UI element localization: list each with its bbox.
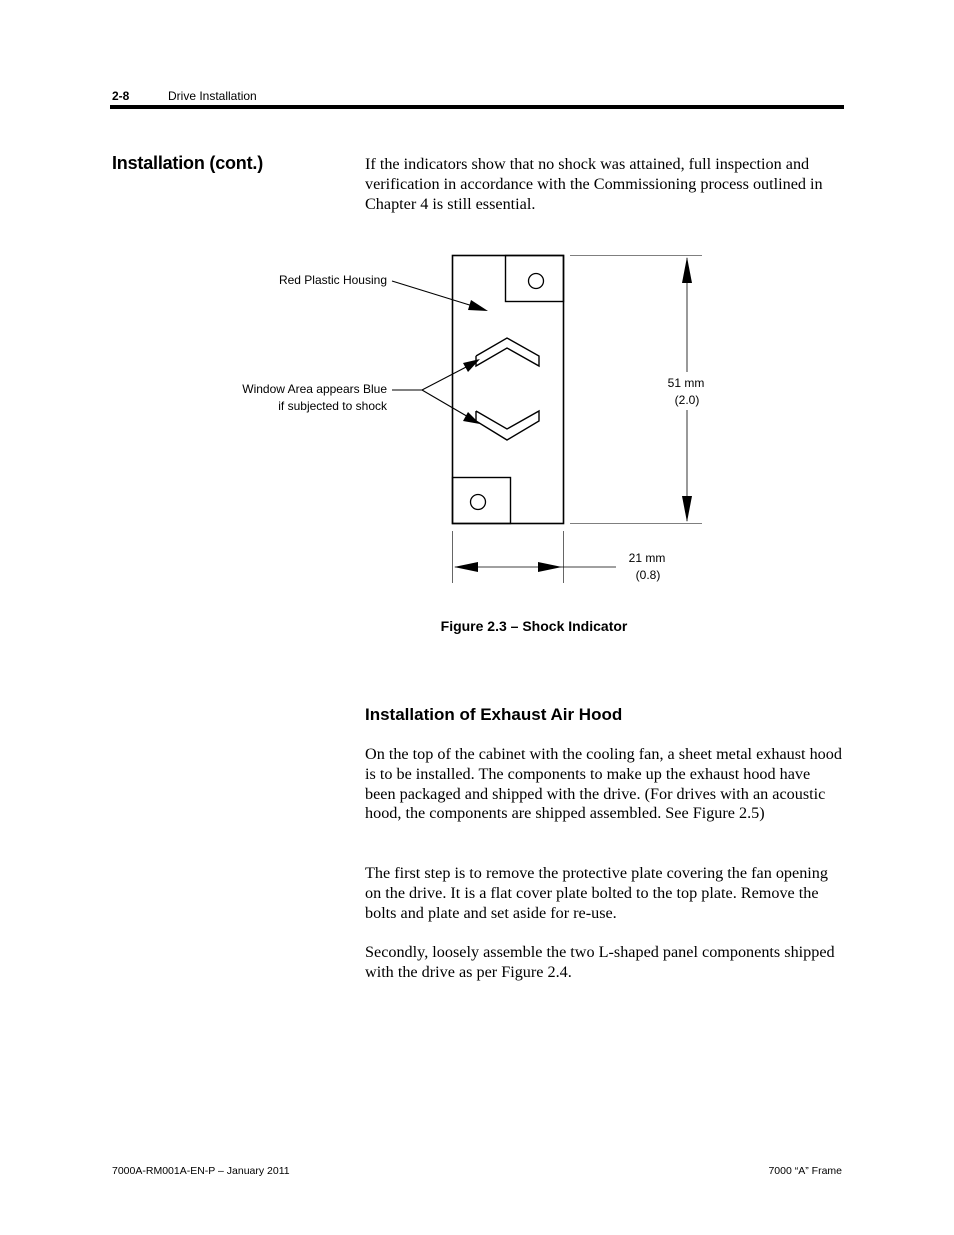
top-mounting-hole (529, 274, 544, 289)
window-leader-lower (422, 390, 470, 418)
width-arrowhead-right (538, 562, 562, 572)
window-leader-lower-arrowhead (463, 412, 480, 424)
window-label-line1: Window Area appears Blue (242, 382, 387, 396)
header-section-title: Drive Installation (168, 89, 257, 103)
lower-window-chevron (476, 411, 539, 440)
height-arrowhead-bottom (682, 496, 692, 522)
section-heading: Installation (cont.) (112, 153, 263, 173)
footer-product-name: 7000 “A” Frame (768, 1165, 842, 1177)
footer-publication-id: 7000A-RM001A-EN-P – January 2011 (112, 1165, 290, 1177)
housing-leader-line (392, 281, 476, 307)
housing-label: Red Plastic Housing (278, 273, 387, 287)
window-label-line2: if subjected to shock (278, 399, 387, 413)
height-in-label: (2.0) (674, 393, 700, 407)
height-arrowhead-top (682, 257, 692, 283)
intro-paragraph: If the indicators show that no shock was attained, full inspection and verification in accordance with the Commissioning process outlined in Chapter 4 is still essential. (365, 155, 823, 213)
housing-leader-arrowhead (468, 300, 488, 311)
subsection-heading: Installation of Exhaust Air Hood (365, 705, 623, 724)
width-arrowhead-left (454, 562, 478, 572)
header-page-number: 2-8 (112, 89, 130, 103)
body-paragraph: On the top of the cabinet with the cooling fan, a sheet metal exhaust hood is to be installed. The components to make up the exhaust hood have been packaged and shipped with the drive. (For drives with an acoustic hood, the components are shipped assembled. See Figure 2.5) (365, 745, 842, 823)
indicator-housing (453, 256, 564, 524)
bottom-mounting-hole (471, 495, 486, 510)
upper-window-chevron (476, 338, 539, 366)
top-mounting-tab (506, 256, 564, 302)
body-paragraph: The first step is to remove the protective plate covering the fan opening on the drive. It is a flat cover plate bolted to the top plate. Remove the bolts and plate and set aside for re-use. (365, 864, 828, 922)
body-paragraph: Secondly, loosely assemble the two L-shaped panel components shipped with the drive as per Figure 2.4. (365, 943, 835, 981)
figure-caption: Figure 2.3 – Shock Indicator (440, 618, 628, 634)
width-mm-label: 21 mm (628, 551, 666, 565)
bottom-mounting-tab (453, 478, 511, 524)
width-in-label: (0.8) (635, 568, 661, 582)
height-mm-label: 51 mm (667, 376, 705, 390)
window-leader-upper (422, 365, 470, 390)
